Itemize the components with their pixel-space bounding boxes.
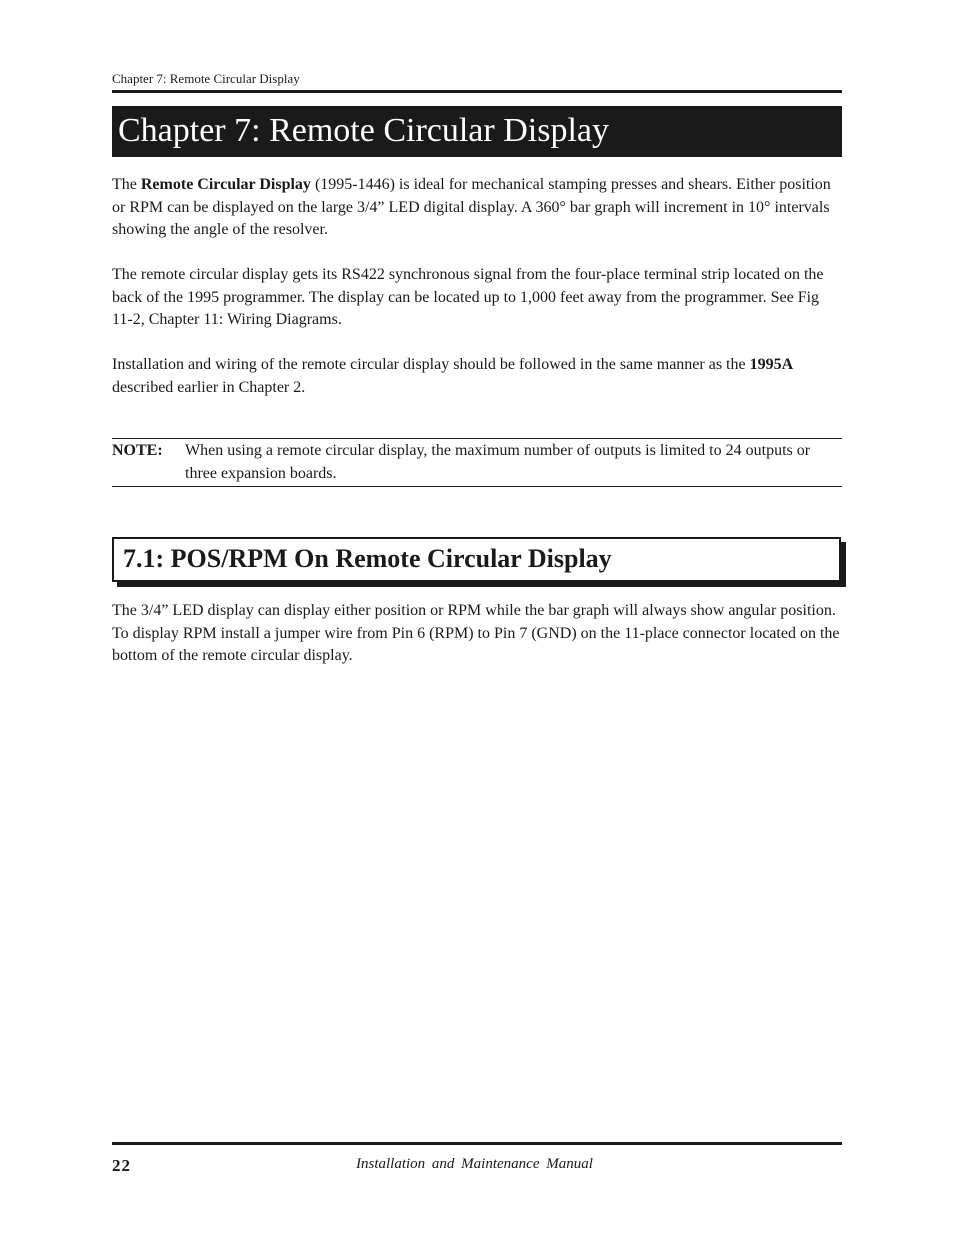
running-header: Chapter 7: Remote Circular Display (112, 71, 300, 86)
intro-paragraph-3 (112, 354, 842, 399)
note-bottom-rule (112, 486, 842, 487)
note-label: NOTE: (112, 442, 163, 459)
note-top-rule (112, 438, 842, 439)
model-name: 1995A (749, 356, 794, 373)
header-rule (112, 90, 842, 93)
intro-paragraph-2: The remote circular display gets its RS422 synchronous signal from the four-place terminal strip located on the back of the 1995 programmer. The display can be located up to 1,000 feet away from the programmer. See Fig 11-2, Chapter 11: Wiring Diagrams. (112, 266, 824, 328)
section-paragraph-1: The 3/4” LED display can display either position or RPM while the bar graph will always show angular position. To display RPM install a jumper wire from Pin 6 (RPM) to Pin 7 (GND) on the 11-place connector located on the bottom of the remote circular display. (112, 602, 840, 664)
note-text: When using a remote circular display, the maximum number of outputs is limited to 24 outputs or three expansion boards. (185, 442, 811, 482)
intro-paragraph-3-pre: Installation and wiring of the remote circular display should be followed in the same manner as the (112, 356, 750, 373)
footer-manual-title: Installation and Maintenance Manual (356, 1156, 593, 1172)
section-heading: 7.1: POS/RPM On Remote Circular Display (112, 537, 841, 582)
product-name: Remote Circular Display (140, 176, 311, 193)
intro-paragraph-1 (112, 174, 842, 242)
intro-paragraph-1-post: (1995-1446) is ideal for mechanical stamping presses and shears. Either position or RPM can be displayed on the large 3/4” LED digital display. A 360° bar graph will increment in 10° intervals showing the angle of the resolver. (112, 176, 831, 238)
intro-paragraph-3-post: described earlier in Chapter 2. (112, 378, 306, 396)
chapter-title: Chapter 7: Remote Circular Display (112, 106, 842, 157)
intro-paragraph-1-pre: The (112, 176, 141, 193)
footer-rule (112, 1142, 842, 1145)
page-number: 22 (112, 1156, 131, 1175)
